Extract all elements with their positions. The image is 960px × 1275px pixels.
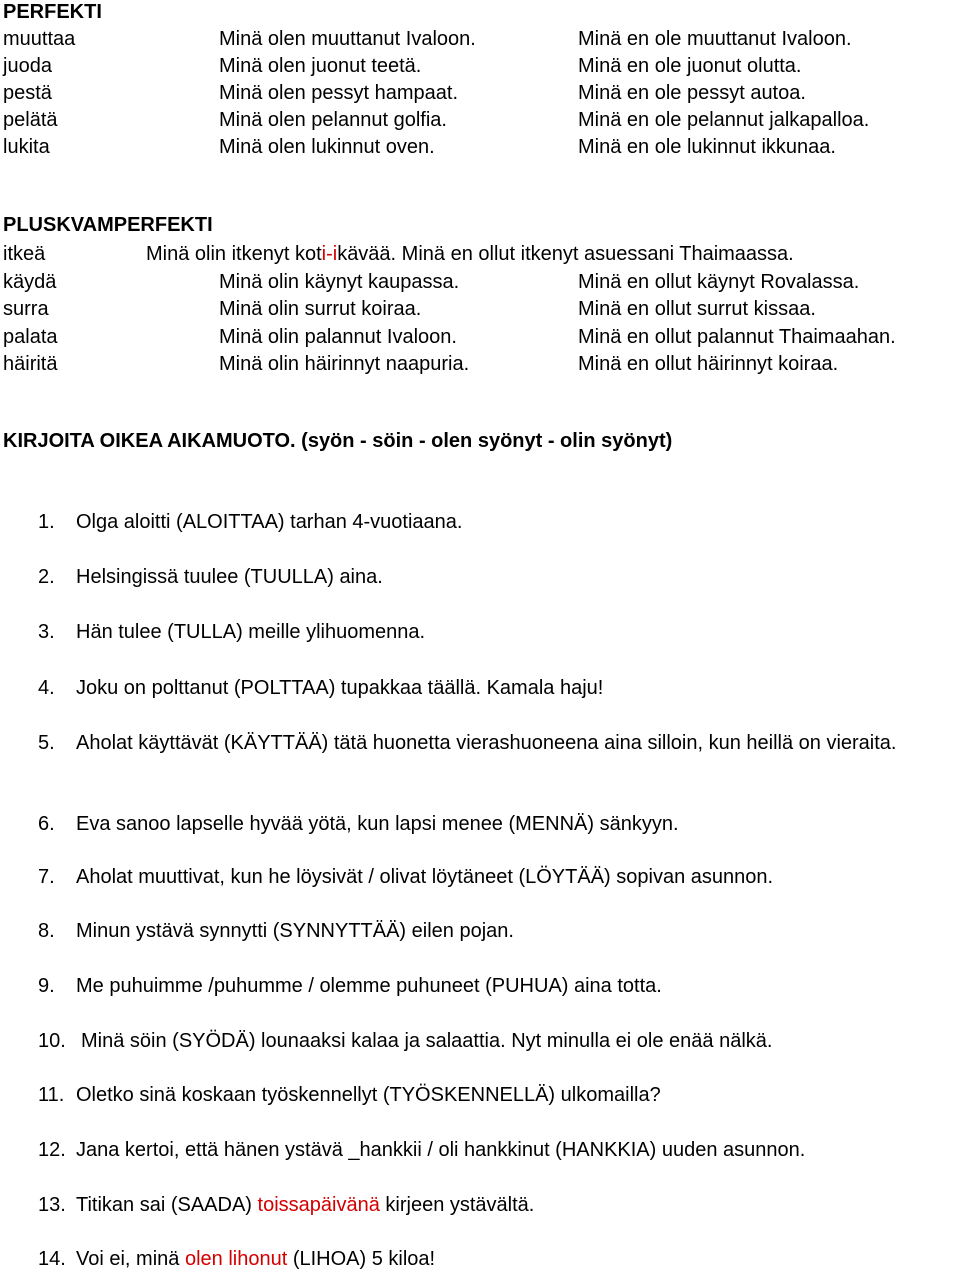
sentence-part: Voi ei, minä	[76, 1248, 185, 1270]
exercise-text: Jana kertoi, että hänen ystävä _hankkii / oli hankkinut (HANKKIA) uuden asunnon.	[76, 1139, 806, 1161]
exercise-item	[38, 563, 938, 591]
negative-sentence: Minä en ollut häirinnyt koiraa.	[578, 353, 839, 375]
exercise-item	[38, 1136, 948, 1164]
exercise-item	[38, 1081, 938, 1109]
exercise-text: Minun ystävä synnytti (SYNNYTTÄÄ) eilen pojan.	[76, 920, 514, 942]
table-row	[0, 136, 960, 162]
exercise-item	[38, 917, 938, 945]
exercise-item	[38, 1027, 948, 1055]
exercise-number: 12.	[38, 1139, 66, 1161]
highlighted-text: i-i	[321, 243, 338, 265]
negative-sentence: Minä en ole pessyt autoa.	[578, 82, 806, 104]
exercise-number: 13.	[38, 1194, 66, 1216]
exercise-item	[38, 972, 938, 1000]
exercise-text: Hän tulee (TULLA) meille ylihuomenna.	[76, 621, 426, 643]
exercise-text: Eva sanoo lapselle hyvää yötä, kun lapsi menee (MENNÄ) sänkyyn.	[76, 813, 679, 835]
exercise-item	[38, 729, 938, 785]
exercise-number: 6.	[38, 813, 55, 835]
sentence-part: Titikan sai (SAADA)	[76, 1194, 258, 1216]
exercise-number: 5.	[38, 732, 55, 754]
task-title: KIRJOITA OIKEA AIKAMUOTO. (syön - söin - olen syönyt - olin syönyt)	[3, 430, 673, 452]
exercise-number: 4.	[38, 677, 55, 699]
section-heading-pluskvamperfekti: PLUSKVAMPERFEKTI	[3, 214, 213, 236]
exercise-item	[38, 810, 938, 838]
highlighted-text: olen lihonut	[184, 1248, 288, 1270]
verb: palata	[3, 326, 58, 348]
exercise-text	[76, 1191, 960, 1219]
exercise-item	[38, 863, 938, 891]
negative-sentence: Minä en ole muuttanut Ivaloon.	[578, 28, 852, 50]
exercise-text	[76, 1245, 960, 1273]
table-row	[0, 271, 960, 297]
exercise-text: Minä söin (SYÖDÄ) lounaaksi kalaa ja salaattia. Nyt minulla ei ole enää nälkä.	[81, 1030, 773, 1052]
verb: pelätä	[3, 109, 58, 131]
exercise-item	[38, 1191, 938, 1219]
positive-sentence: Minä olin häirinnyt naapuria.	[219, 353, 470, 375]
sentence-part: Minä olin itkenyt kot	[146, 243, 322, 265]
verb: muuttaa	[3, 28, 76, 50]
exercise-item	[38, 1245, 938, 1273]
table-row	[0, 28, 960, 54]
positive-sentence: Minä olen muuttanut Ivaloon.	[219, 28, 476, 50]
table-row	[0, 109, 960, 135]
exercise-text: Me puhuimme /puhumme / olemme puhuneet (PUHUA) aina totta.	[76, 975, 662, 997]
exercise-number: 9.	[38, 975, 55, 997]
exercise-number: 2.	[38, 566, 55, 588]
exercise-text: Helsingissä tuulee (TUULLA) aina.	[76, 566, 383, 588]
positive-sentence: Minä olen juonut teetä.	[219, 55, 422, 77]
exercise-item	[38, 618, 938, 646]
negative-sentence: Minä en ollut käynyt Rovalassa.	[578, 271, 860, 293]
verb: itkeä	[3, 243, 46, 265]
exercise-number: 1.	[38, 511, 55, 533]
verb: lukita	[3, 136, 50, 158]
exercise-text: Olga aloitti (ALOITTAA) tarhan 4-vuotiaana.	[76, 511, 463, 533]
exercise-number: 10.	[38, 1030, 66, 1052]
positive-sentence: Minä olen pessyt hampaat.	[219, 82, 459, 104]
exercise-number: 8.	[38, 920, 55, 942]
table-row	[0, 298, 960, 324]
sentence-part: kirjeen ystävältä.	[379, 1194, 535, 1216]
exercise-number: 11.	[38, 1084, 65, 1106]
exercise-number: 14.	[38, 1248, 66, 1270]
negative-sentence: Minä en ollut surrut kissaa.	[578, 298, 816, 320]
positive-sentence: Minä olen pelannut golfia.	[219, 109, 447, 131]
positive-sentence: Minä olen lukinnut oven.	[219, 136, 435, 158]
negative-sentence: Minä en ole juonut olutta.	[578, 55, 802, 77]
sentence-part: (LIHOA) 5 kiloa!	[287, 1248, 436, 1270]
negative-sentence: Minä en ollut palannut Thaimaahan.	[578, 326, 896, 348]
verb: surra	[3, 298, 49, 320]
verb: käydä	[3, 271, 57, 293]
exercise-text: Joku on polttanut (POLTTAA) tupakkaa täällä. Kamala haju!	[76, 677, 604, 699]
table-row	[0, 55, 960, 81]
verb: häiritä	[3, 353, 58, 375]
table-row	[0, 353, 960, 379]
negative-sentence: Minä en ole pelannut jalkapalloa.	[578, 109, 870, 131]
highlighted-text: toissapäivänä	[257, 1194, 380, 1216]
positive-sentence: Minä olin surrut koiraa.	[219, 298, 422, 320]
table-row	[0, 243, 960, 269]
verb: pestä	[3, 82, 52, 104]
exercise-item	[38, 674, 938, 702]
exercise-text: Oletko sinä koskaan työskennellyt (TYÖSKENNELLÄ) ulkomailla?	[76, 1084, 661, 1106]
positive-sentence: Minä olin palannut Ivaloon.	[219, 326, 457, 348]
section-heading-perfekti: PERFEKTI	[3, 1, 102, 23]
positive-sentence	[146, 243, 794, 266]
sentence-part: kävää. Minä en ollut itkenyt asuessani Thaimaassa.	[337, 243, 794, 265]
exercise-text: Aholat käyttävät (KÄYTTÄÄ) tätä huonetta vierashuoneena aina silloin, kun heillä on vieraita.	[76, 732, 897, 754]
negative-sentence: Minä en ole lukinnut ikkunaa.	[578, 136, 836, 158]
exercise-text: Aholat muuttivat, kun he löysivät / olivat löytäneet (LÖYTÄÄ) sopivan asunnon.	[76, 866, 774, 888]
table-row	[0, 326, 960, 352]
table-row	[0, 82, 960, 108]
exercise-item	[38, 508, 938, 536]
verb: juoda	[3, 55, 52, 77]
exercise-number: 3.	[38, 621, 55, 643]
positive-sentence: Minä olin käynyt kaupassa.	[219, 271, 460, 293]
exercise-number: 7.	[38, 866, 55, 888]
